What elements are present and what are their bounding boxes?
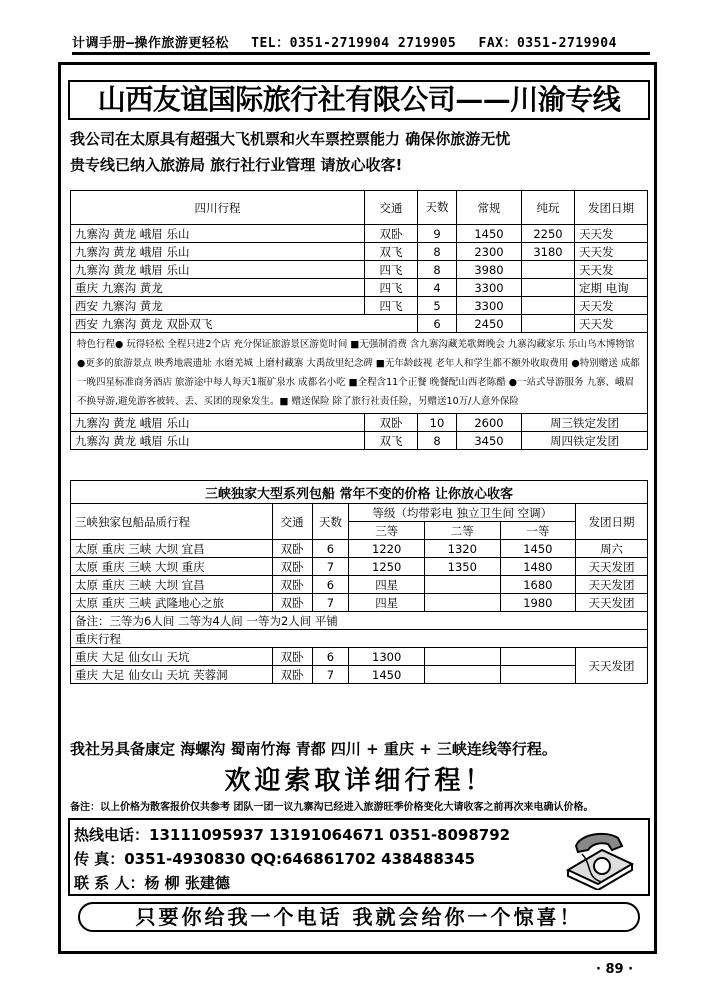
sanxia-header-date: 发团日期 xyxy=(576,504,648,540)
sichuan-table xyxy=(70,190,648,450)
grade-second: 二等 xyxy=(424,522,500,540)
grade-first: 一等 xyxy=(500,522,576,540)
price-cell: 1450 xyxy=(349,666,425,684)
telephone-icon xyxy=(562,824,638,890)
route-cell: 太原 重庆 三峡 武隆地心之旅 xyxy=(71,594,273,612)
regular-price-cell: 3300 xyxy=(457,297,522,315)
table-row xyxy=(71,648,648,666)
sichuan-header-route: 四川行程 xyxy=(71,191,365,225)
page-number: · 89 · xyxy=(596,962,634,977)
sichuan-header-days: 天数 xyxy=(418,191,457,225)
regular-price-cell: 2300 xyxy=(457,243,522,261)
sanxia-table xyxy=(70,480,648,684)
sichuan-header-pure: 纯玩 xyxy=(522,191,575,225)
route-cell: 重庆 大足 仙女山 天坑 xyxy=(71,648,273,666)
price-cell: 1300 xyxy=(349,648,425,666)
features-text: 特色行程● 玩得轻松 全程只进2个店 充分保证旅游景区游览时间 ■无强制消费 含九寨沟藏羌歌舞晚会 九寨沟藏家乐 乐山乌木博物馆 ●更多的旅游景点 映秀地震遗址 水磨羌城 上磨村藏寨 大禹故里纪念碑 ■无年龄歧视 老年人和学生都不额外收取费用 ●特别赠送 成都一晚四星标准商务酒店 旅游途中每人每天1瓶矿泉水 成都名小吃 ■全程含11个正餐 晚餐配山西老陈醋 ●一站式导游服务 九寨、峨眉不换导游,避免游客被转、丢、买团的现象发生。■ 赠送保险 除了旅行社责任险，另赠送10万/人意外保险 xyxy=(71,333,648,414)
sichuan-header-date: 发团日期 xyxy=(575,191,648,225)
person-line xyxy=(74,872,230,893)
contact-box xyxy=(68,818,650,896)
second-price-cell xyxy=(424,594,500,612)
route-cell: 九寨沟 黄龙 峨眉 乐山 xyxy=(71,432,365,450)
person-label: 联 系 人： xyxy=(74,874,145,892)
features-row xyxy=(71,333,648,414)
days-cell: 10 xyxy=(418,414,457,432)
transport-cell: 双飞 xyxy=(365,432,418,450)
hotline-numbers: 13111095937 13191064671 0351-8098792 xyxy=(149,826,511,844)
transport-cell: 双卧 xyxy=(365,225,418,243)
regular-price-cell: 3980 xyxy=(457,261,522,279)
chongqing-header: 重庆行程 xyxy=(71,630,648,648)
days-cell: 8 xyxy=(418,243,457,261)
first-price-cell: 1980 xyxy=(500,594,576,612)
page-title: 山西友谊国际旅行社有限公司——川渝专线 xyxy=(68,80,650,120)
transport-cell: 双卧 xyxy=(272,558,312,576)
fax-numbers: 0351-4930830 QQ:646861702 438488345 xyxy=(124,850,476,868)
route-cell: 重庆 大足 仙女山 天坑 芙蓉洞 xyxy=(71,666,273,684)
price-cell: 3450 xyxy=(457,432,522,450)
third-price-cell: 四星 xyxy=(349,594,425,612)
table-row xyxy=(71,225,648,243)
transport-cell: 四飞 xyxy=(365,279,418,297)
route-cell: 重庆 九寨沟 黄龙 xyxy=(71,279,365,297)
top-header-bar xyxy=(72,32,650,55)
days-cell: 9 xyxy=(418,225,457,243)
sanxia-remark: 备注：三等为6人间 二等为4人间 一等为2人间 平铺 xyxy=(71,612,648,630)
header-slogan: 计调手册—操作旅游更轻松 xyxy=(72,36,229,51)
third-price-cell: 1220 xyxy=(349,540,425,558)
transport-cell: 双飞 xyxy=(365,243,418,261)
table-row xyxy=(71,576,648,594)
pure-price-cell xyxy=(522,261,575,279)
pure-price-cell xyxy=(522,315,575,333)
table-row xyxy=(71,279,648,297)
sanxia-header-days: 天数 xyxy=(312,504,349,540)
transport-cell: 双卧 xyxy=(272,666,312,684)
slogan-banner: 只要你给我一个电话 我就会给你一个惊喜！ xyxy=(78,902,640,932)
route-cell: 九寨沟 黄龙 峨眉 乐山 xyxy=(71,225,365,243)
pure-price-cell: 2250 xyxy=(522,225,575,243)
days-cell: 8 xyxy=(418,261,457,279)
days-cell: 6 xyxy=(312,576,349,594)
table-row xyxy=(71,432,648,450)
date-cell: 天天发 xyxy=(575,297,648,315)
transport-cell: 双卧 xyxy=(272,540,312,558)
pure-price-cell: 3180 xyxy=(522,243,575,261)
route-cell: 西安 九寨沟 黄龙 双卧双飞 xyxy=(71,315,418,333)
table-row xyxy=(71,315,648,333)
table-row xyxy=(71,558,648,576)
intro-line-2: 贵专线已纳入旅游局 旅行社行业管理 请放心收客! xyxy=(70,156,403,174)
header-tel: TEL：0351-2719904 2719905 xyxy=(251,36,457,51)
sichuan-header-transport: 交通 xyxy=(365,191,418,225)
days-cell: 7 xyxy=(312,558,349,576)
price-cell: 2600 xyxy=(457,414,522,432)
extra-routes-line: 我社另具备康定 海螺沟 蜀南竹海 青都 四川 + 重庆 + 三峡连线等行程。 xyxy=(70,740,557,758)
table-row xyxy=(71,414,648,432)
sanxia-header-transport: 交通 xyxy=(272,504,312,540)
date-cell: 周三铁定发团 xyxy=(522,414,648,432)
days-cell: 7 xyxy=(312,666,349,684)
hotline-line xyxy=(74,824,510,845)
route-cell: 九寨沟 黄龙 峨眉 乐山 xyxy=(71,243,365,261)
date-cell: 天天发 xyxy=(575,225,648,243)
days-cell: 6 xyxy=(418,315,457,333)
sanxia-section-title: 三峡独家大型系列包船 常年不变的价格 让你放心收客 xyxy=(71,481,648,504)
route-cell: 九寨沟 黄龙 峨眉 乐山 xyxy=(71,261,365,279)
date-cell: 天天发 xyxy=(575,261,648,279)
route-cell: 太原 重庆 三峡 大坝 宜昌 xyxy=(71,540,273,558)
header-fax: FAX：0351-2719904 xyxy=(478,36,617,51)
fax-line xyxy=(74,848,475,869)
date-cell: 天天发团 xyxy=(576,576,648,594)
intro-line-1: 我公司在太原具有超强大飞机票和火车票控票能力 确保你旅游无忧 xyxy=(70,130,511,148)
transport-cell: 双卧 xyxy=(272,576,312,594)
first-price-cell: 1480 xyxy=(500,558,576,576)
regular-price-cell: 1450 xyxy=(457,225,522,243)
date-cell: 周六 xyxy=(576,540,648,558)
table-row xyxy=(71,297,648,315)
transport-cell: 双卧 xyxy=(272,594,312,612)
date-cell: 定期 电询 xyxy=(575,279,648,297)
route-cell: 太原 重庆 三峡 大坝 重庆 xyxy=(71,558,273,576)
sanxia-header-route: 三峡独家包船品质行程 xyxy=(71,504,273,540)
regular-price-cell: 3300 xyxy=(457,279,522,297)
table-row xyxy=(71,243,648,261)
table-row xyxy=(71,261,648,279)
route-cell: 九寨沟 黄龙 峨眉 乐山 xyxy=(71,414,365,432)
transport-cell: 四飞 xyxy=(365,261,418,279)
table-row xyxy=(71,666,648,684)
transport-cell: 双卧 xyxy=(272,648,312,666)
regular-price-cell: 2450 xyxy=(457,315,522,333)
second-price-cell: 1350 xyxy=(424,558,500,576)
first-price-cell: 1450 xyxy=(500,540,576,558)
table-row xyxy=(71,594,648,612)
date-cell: 天天发团 xyxy=(576,594,648,612)
contact-persons: 杨 柳 张建德 xyxy=(144,874,230,892)
first-price-cell: 1680 xyxy=(500,576,576,594)
table-row xyxy=(71,540,648,558)
third-price-cell: 四星 xyxy=(349,576,425,594)
second-price-cell: 1320 xyxy=(424,540,500,558)
pure-price-cell xyxy=(522,279,575,297)
third-price-cell: 1250 xyxy=(349,558,425,576)
days-cell: 7 xyxy=(312,594,349,612)
sichuan-header-regular: 常规 xyxy=(457,191,522,225)
transport-cell: 双卧 xyxy=(365,414,418,432)
welcome-heading: 欢迎索取详细行程！ xyxy=(224,766,495,796)
hotline-label: 热线电话： xyxy=(74,826,150,844)
disclaimer-note: 备注：以上价格为散客报价仅共参考 团队一团一议九寨沟已经进入旅游旺季价格变化大请收客之前再次来电确认价格。 xyxy=(70,802,594,813)
days-cell: 4 xyxy=(418,279,457,297)
date-cell: 天天发 xyxy=(575,315,648,333)
pure-price-cell xyxy=(522,297,575,315)
days-cell: 5 xyxy=(418,297,457,315)
date-cell: 天天发团 xyxy=(576,558,648,576)
second-price-cell xyxy=(424,576,500,594)
fax-label: 传 真： xyxy=(74,850,125,868)
transport-cell: 四飞 xyxy=(365,297,418,315)
days-cell: 6 xyxy=(312,648,349,666)
date-cell: 天天发 xyxy=(575,243,648,261)
route-cell: 太原 重庆 三峡 大坝 宜昌 xyxy=(71,576,273,594)
date-cell: 周四铁定发团 xyxy=(522,432,648,450)
grade-third: 三等 xyxy=(349,522,425,540)
days-cell: 6 xyxy=(312,540,349,558)
days-cell: 8 xyxy=(418,432,457,450)
sanxia-header-grade: 等级（均带彩电 独立卫生间 空调） xyxy=(349,504,576,522)
route-cell: 西安 九寨沟 黄龙 xyxy=(71,297,365,315)
chongqing-date-cell: 天天发团 xyxy=(576,648,648,684)
